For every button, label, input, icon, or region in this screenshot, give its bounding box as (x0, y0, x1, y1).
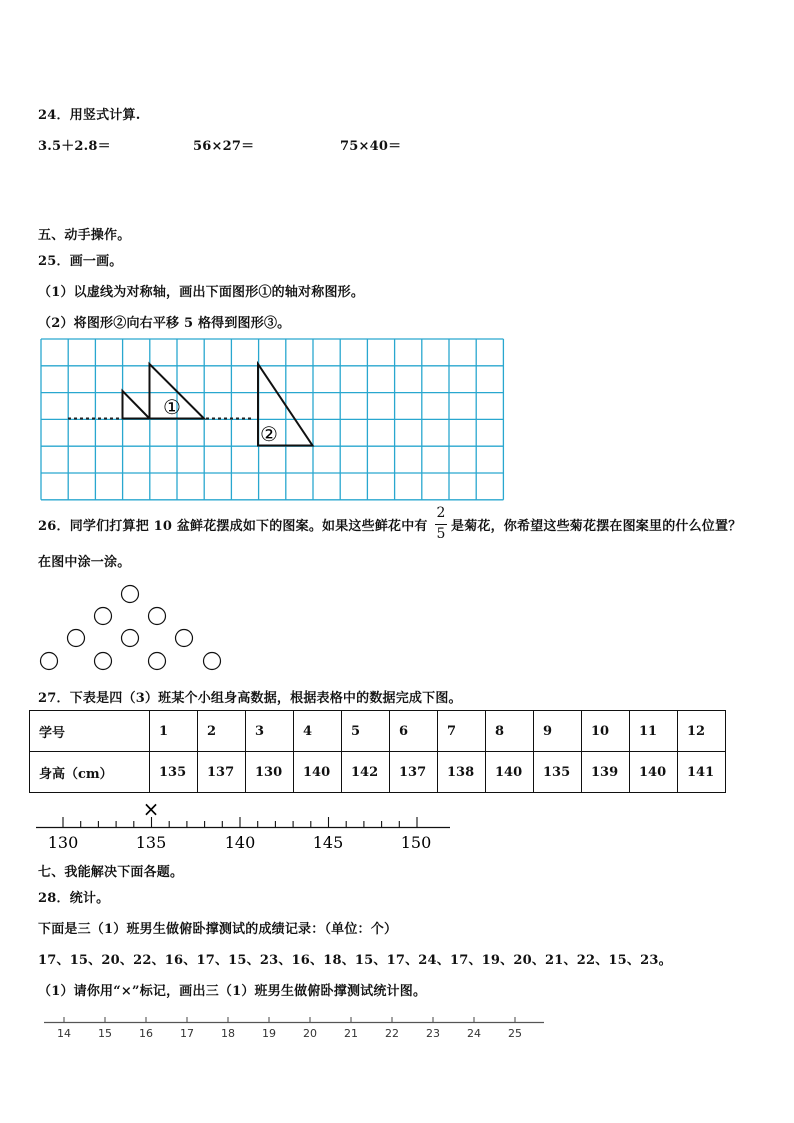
table-cell-height: 140 (294, 752, 342, 793)
table-cell-id: 7 (438, 711, 486, 752)
axis-label-135: 135 (135, 833, 167, 852)
flower-pot[interactable] (41, 653, 58, 670)
table-cell-height: 137 (390, 752, 438, 793)
section-5-title: 五、动手操作。 (38, 228, 131, 243)
q24-title: 24．用竖式计算. (38, 108, 141, 123)
table-cell-height: 139 (582, 752, 630, 793)
table-cell-id: 4 (294, 711, 342, 752)
table-cell-height: 135 (150, 752, 198, 793)
table-cell-height: 138 (438, 752, 486, 793)
flower-pot[interactable] (122, 586, 139, 603)
axis-label-140: 140 (224, 833, 256, 852)
number-line-label: 22 (385, 1027, 399, 1040)
symmetry-grid (40, 338, 506, 500)
number-line-label: 15 (98, 1027, 112, 1040)
table-cell-id: 1 (150, 711, 198, 752)
cross-mark: × (142, 797, 160, 821)
q27-title: 27．下表是四（3）班某个小组身高数据，根据表格中的数据完成下图。 (38, 691, 462, 706)
shape-1-small-triangle (123, 391, 150, 419)
table-cell-id: 3 (246, 711, 294, 752)
number-line-label: 18 (221, 1027, 235, 1040)
q28-intro: 下面是三（1）班男生做俯卧撑测试的成绩记录：（单位：个） (38, 922, 398, 937)
shape-2-label: ② (260, 422, 278, 446)
table-cell-height: 135 (534, 752, 582, 793)
table-cell-id: 8 (486, 711, 534, 752)
pushup-number-line (44, 1014, 548, 1044)
table-row-ids (30, 711, 726, 752)
q26-text-after: 是菊花，你希望这些菊花摆在图案里的什么位置？ (451, 519, 742, 534)
fraction-denominator: 5 (436, 526, 446, 542)
q24-problem-3: 75×40＝ (340, 139, 402, 154)
height-number-line (36, 797, 456, 852)
number-line-label: 19 (262, 1027, 276, 1040)
flower-pot[interactable] (149, 653, 166, 670)
flower-pot[interactable] (68, 630, 85, 647)
number-line-label: 20 (303, 1027, 317, 1040)
axis-label-130: 130 (47, 833, 79, 852)
axis-label-150: 150 (400, 833, 432, 852)
table-row-label: 身高（cm） (30, 752, 150, 793)
shape-1-label: ① (163, 395, 181, 419)
flower-pot[interactable] (176, 630, 193, 647)
table-cell-id: 6 (390, 711, 438, 752)
q25-item-2: （2）将图形②向右平移 5 格得到图形③。 (38, 316, 291, 331)
number-line-label: 23 (426, 1027, 440, 1040)
q25-title: 25．画一画。 (38, 254, 123, 269)
table-row-heights (30, 752, 726, 793)
table-cell-height: 142 (342, 752, 390, 793)
number-line-label: 24 (467, 1027, 481, 1040)
number-line-ticks (64, 1017, 515, 1023)
height-table (29, 710, 726, 793)
table-cell-height: 130 (246, 752, 294, 793)
flower-pot[interactable] (149, 608, 166, 625)
q25-item-1: （1）以虚线为对称轴，画出下面图形①的轴对称图形。 (38, 285, 365, 300)
q28-data-line: 17、15、20、22、16、17、15、23、16、18、15、17、24、17、19、20、21、22、15、23。 (38, 953, 672, 968)
table-cell-id: 11 (630, 711, 678, 752)
table-header-label: 学号 (30, 711, 150, 752)
fraction-numerator: 2 (436, 505, 446, 521)
q28-title: 28．统计。 (38, 891, 110, 906)
flower-pot[interactable] (95, 653, 112, 670)
table-cell-height: 140 (486, 752, 534, 793)
q26-text-before: 26．同学们打算把 10 盆鲜花摆成如下的图案。如果这些鲜花中有 (38, 519, 428, 534)
number-line-label: 14 (57, 1027, 71, 1040)
flower-pot[interactable] (122, 630, 139, 647)
flower-pot[interactable] (204, 653, 221, 670)
q28-item-1: （1）请你用“×”标记，画出三（1）班男生做俯卧撑测试统计图。 (38, 984, 427, 999)
number-line-label: 25 (508, 1027, 522, 1040)
q24-problem-2: 56×27＝ (193, 139, 255, 154)
flower-pot[interactable] (95, 608, 112, 625)
table-cell-id: 12 (678, 711, 726, 752)
number-line-label: 16 (139, 1027, 153, 1040)
table-cell-id: 9 (534, 711, 582, 752)
flower-pattern (30, 580, 230, 680)
table-cell-height: 141 (678, 752, 726, 793)
number-line-label: 21 (344, 1027, 358, 1040)
number-line-labels (57, 1027, 522, 1040)
fraction-bar (435, 524, 447, 525)
table-cell-id: 10 (582, 711, 630, 752)
table-cell-height: 137 (198, 752, 246, 793)
axis-label-145: 145 (312, 833, 344, 852)
section-7-title: 七、我能解决下面各题。 (38, 865, 184, 880)
q24-problem-1: 3.5＋2.8＝ (38, 139, 111, 154)
q26-line-2: 在图中涂一涂。 (38, 555, 131, 570)
table-cell-id: 5 (342, 711, 390, 752)
table-cell-id: 2 (198, 711, 246, 752)
table-cell-height: 140 (630, 752, 678, 793)
number-line-ticks (63, 817, 417, 828)
number-line-label: 17 (180, 1027, 194, 1040)
